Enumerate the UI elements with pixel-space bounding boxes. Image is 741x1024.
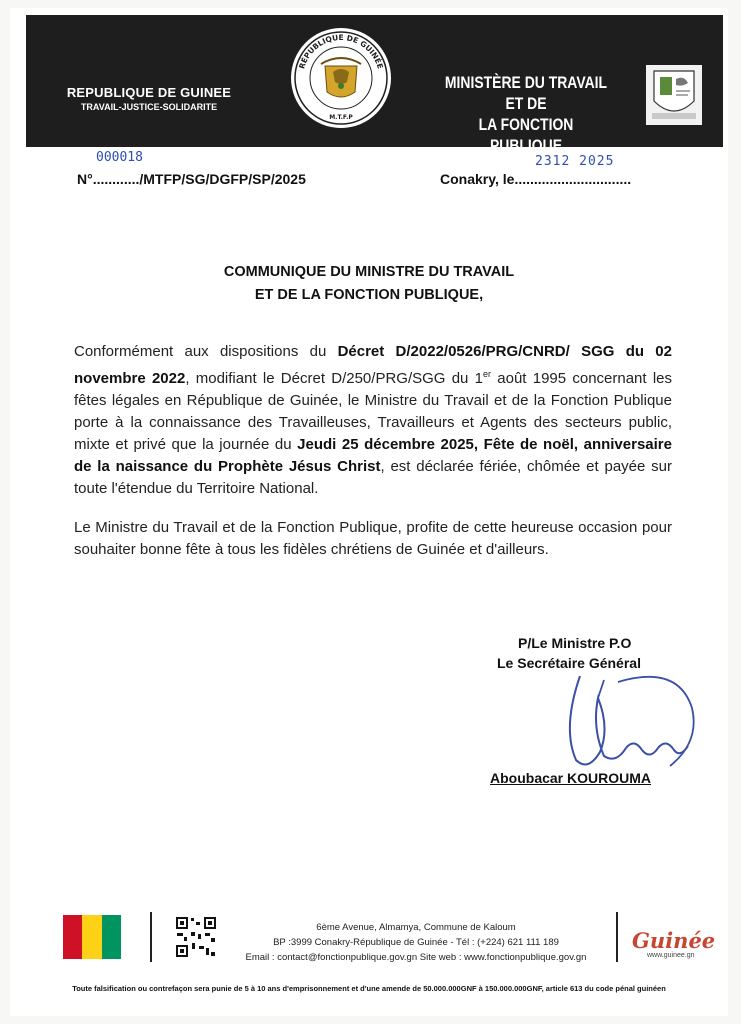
date-prefix: Conakry, le: [440, 171, 515, 187]
footer-divider: [150, 912, 152, 962]
national-motto: TRAVAIL-JUSTICE-SOLIDARITE: [80, 102, 218, 112]
guinee-logo: Guinée: [632, 928, 716, 953]
signatory-role-line2: Le Secrétaire Général: [497, 655, 641, 671]
stamped-date: 2312 2025: [535, 154, 615, 169]
signatory-role-line1: P/Le Ministre P.O: [518, 635, 632, 651]
date-line: [440, 171, 631, 187]
document-page: [10, 8, 728, 1016]
seal-bottom-text: M.T.F.P: [329, 114, 353, 121]
decree-reference: Décret D/2022/0526/PRG/CNRD/ SGG du 02 novembre 2022: [74, 343, 672, 387]
paragraph-text: , est déclarée fériée, chômée et payée sur toute l'étendue du Territoire National.: [74, 458, 672, 497]
ministry-name: [444, 72, 608, 156]
paragraph-text: Conformément aux dispositions du: [74, 343, 338, 360]
country-name: REPUBLIQUE DE GUINEE: [66, 85, 232, 100]
coat-of-arms-icon: [646, 65, 702, 125]
signatory-name: Aboubacar KOUROUMA: [490, 770, 652, 786]
handwritten-signature-icon: [558, 668, 708, 778]
ministry-name-line1: MINISTÈRE DU TRAVAIL ET DE: [444, 73, 608, 113]
date-dots: ..............................: [514, 171, 632, 187]
address-line3: Email : contact@fonctionpublique.gov.gn Site web : www.fonctionpublique.gov.gn: [245, 952, 587, 963]
legal-disclaimer: Toute falsification ou contrefaçon sera punie de 5 à 10 ans d'emprisonnement et d'une amende de 50.000.000GNF à 150.000.000GNF, article 613 du code pénal guinéen: [72, 984, 666, 993]
reference-number: N°............/MTFP/SG/DGFP/SP/2025: [77, 171, 306, 187]
seal-top-text: RÉPUBLIQUE DE GUINÉE: [297, 32, 385, 70]
communique-title-line2: ET DE LA FONCTION PUBLIQUE,: [254, 287, 484, 303]
letterhead-banner: [26, 15, 723, 155]
address-line1: 6ème Avenue, Almamya, Commune de Kaloum: [316, 922, 516, 933]
qr-code-icon: [175, 916, 217, 958]
holiday-date: Jeudi 25 décembre 2025, Fête de noël, anniversaire de la naissance du Prophète Jésus Christ: [74, 436, 672, 475]
paragraph-text: août 1995 concernant les fêtes légales en République de Guinée, le Ministre du Travail et de la Fonction Publique porte à la connaissance des Travailleuses, Travailleurs et Agents des secteurs public, mixte et privé que la journée du: [74, 370, 673, 453]
address-line2: BP :3999 Conakry-République de Guinée - Tél : (+224) 621 111 189: [273, 937, 559, 948]
paragraph-text: , modifiant le Décret D/250/PRG/SGG du 1: [185, 370, 483, 387]
country-block: [54, 85, 244, 112]
guinea-flag-icon: [63, 915, 121, 959]
superscript: er: [483, 369, 492, 379]
ministry-name-line2: LA FONCTION PUBLIQUE: [478, 115, 574, 155]
communique-title-line1: COMMUNIQUE DU MINISTRE DU TRAVAIL: [223, 264, 515, 280]
paragraph-decree: [74, 341, 672, 500]
paragraph-greetings: Le Ministre du Travail et de la Fonction Publique, profite de cette heureuse occasion pour souhaiter bonne fête à tous les fidèles chrétiens de Guinée et d'ailleurs.: [74, 519, 672, 558]
footer-address: [220, 920, 612, 965]
guinee-logo-url: www.guinee.gn: [647, 952, 695, 959]
ministry-seal-icon: [289, 26, 393, 130]
stamped-reference-number: 000018: [96, 150, 143, 165]
footer-divider: [616, 912, 618, 962]
